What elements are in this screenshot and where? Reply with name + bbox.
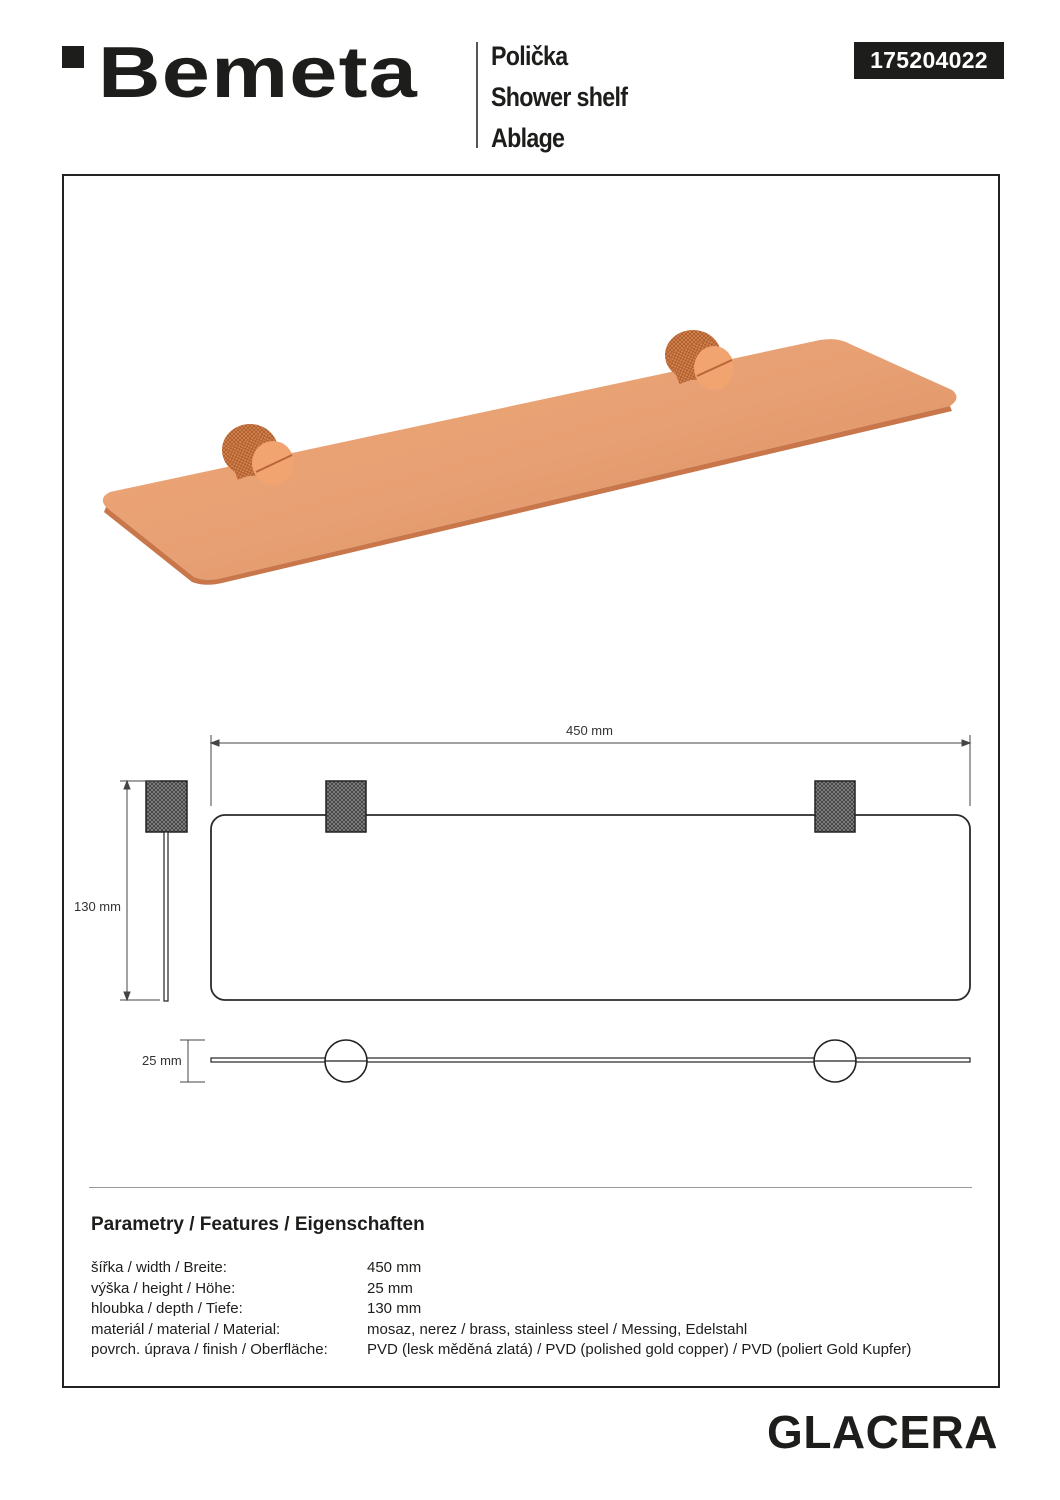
parameters-table (91, 1258, 911, 1361)
top-view (180, 1040, 970, 1082)
param-key: materiál / material / Material: (91, 1320, 281, 1338)
param-key: šířka / width / Breite: (91, 1259, 227, 1276)
param-value: PVD (lesk měděná zlatá) / PVD (polished gold copper) / PVD (poliert Gold Kupfer) (367, 1341, 912, 1358)
front-view (211, 781, 970, 1000)
param-key: výška / height / Höhe: (91, 1279, 236, 1297)
param-key: povrch. úprava / finish / Oberfläche: (91, 1341, 328, 1358)
depth-label: 130 mm (74, 899, 121, 914)
param-row (91, 1258, 911, 1279)
param-row (91, 1320, 911, 1341)
param-value: 130 mm (367, 1300, 422, 1317)
param-row (91, 1299, 911, 1320)
width-dimension (211, 735, 970, 806)
param-value: 25 mm (367, 1279, 413, 1297)
param-row (91, 1279, 911, 1300)
shelf-render (103, 330, 957, 585)
section-separator (89, 1187, 972, 1188)
collection-name: GLACERA (767, 1406, 998, 1458)
param-key: hloubka / depth / Tiefe: (91, 1300, 243, 1317)
width-label: 450 mm (566, 723, 613, 738)
param-row (91, 1340, 911, 1361)
side-view (120, 781, 187, 1001)
product-code: 175204022 (854, 42, 1004, 79)
product-name-de: Ablage (491, 123, 565, 153)
parameters-title: Parametry / Features / Eigenschaften (91, 1214, 425, 1235)
param-value: 450 mm (367, 1259, 422, 1276)
svg-text:Bemeta: Bemeta (98, 40, 418, 104)
param-value: mosaz, nerez / brass, stainless steel / Messing, Edelstahl (367, 1320, 748, 1338)
product-name-en: Shower shelf (491, 82, 628, 112)
product-name-cz: Polička (491, 41, 568, 71)
height-label: 25 mm (142, 1053, 182, 1068)
